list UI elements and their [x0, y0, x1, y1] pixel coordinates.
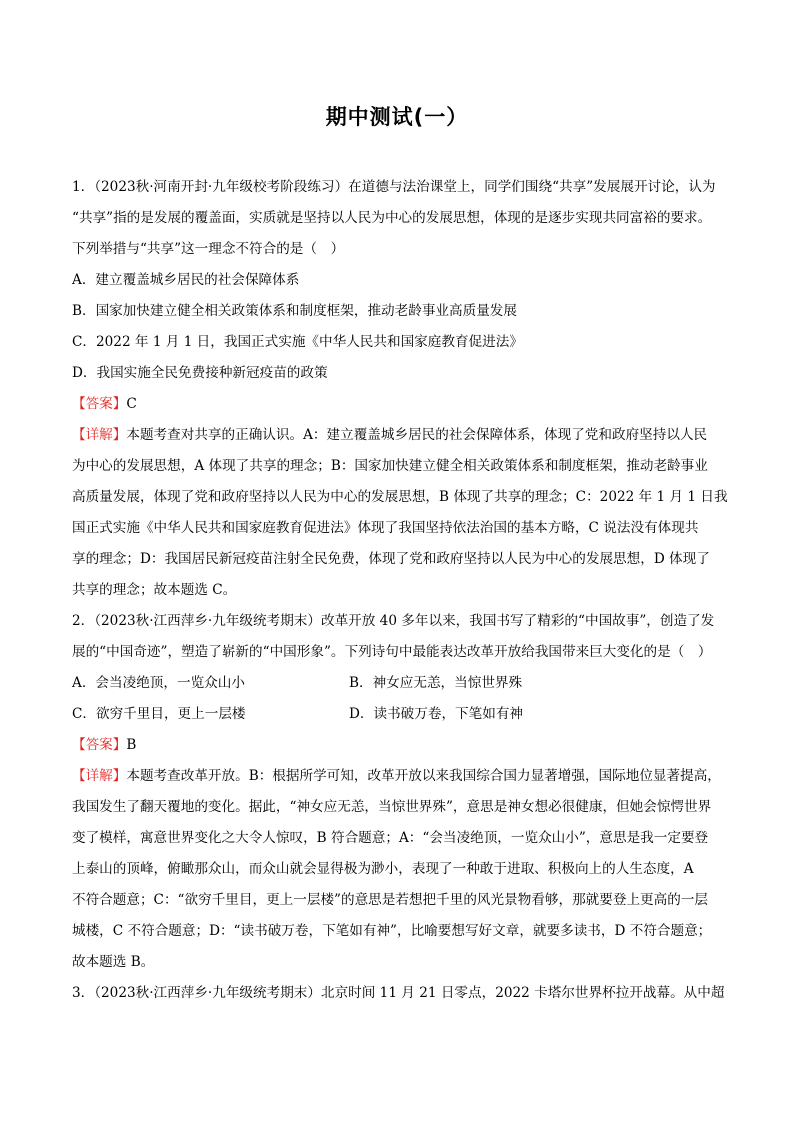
- detail-text: 为中心的发展思想，A 体现了共享的理念；B：国家加快建立健全相关政策体系和制度框架，推动老龄事业: [72, 458, 708, 474]
- answer-value: B: [126, 737, 137, 753]
- detail-text: 城楼，C 不符合题意；D：“读书破万卷，下笔如有神”，比喻要想写好文章，就要多读书，D 不符合题意；: [72, 923, 712, 939]
- answer-value: C: [126, 396, 137, 412]
- question-stem-line: 3．（2023秋·江西萍乡·九年级统考期末）北京时间 11 月 21 日零点，2022 卡塔尔世界杯拉开战幕。从中超: [72, 985, 725, 1001]
- option-d: D．读书破万卷，下笔如有神: [349, 706, 524, 722]
- detail-text: 故本题选 B。: [72, 954, 155, 970]
- detail-line: [72, 761, 722, 792]
- answer-line: [72, 730, 722, 761]
- option-a: A．建立覆盖城乡居民的社会保障体系: [72, 272, 300, 288]
- question-stem-line: 展的“中国奇迹”，塑造了崭新的“中国形象”。下列诗句中最能表达改革开放给我国带来巨大变化的是（ ）: [72, 644, 712, 660]
- page-title: 期中测试(一）: [325, 105, 469, 129]
- question-stem-line: 下列举措与“共享”这一理念不符合的是（ ）: [72, 241, 345, 257]
- detail-text: 本题考查改革开放。B：根据所学可知，改革开放以来我国综合国力显著增强，国际地位显著提高，: [126, 768, 721, 784]
- option-a: A．会当凌绝顶，一览众山小: [72, 675, 245, 691]
- document-body: [72, 172, 728, 1009]
- detail-label: 【详解】: [72, 768, 127, 784]
- detail-text: 国正式实施《中华人民共和国家庭教育促进法》体现了我国坚持依法治国的基本方略，C 说法没有体现共: [72, 520, 699, 536]
- detail-text: 不符合题意；C：“欲穷千里目，更上一层楼”的意思是若想把千里的风光景物看够，那就要登上更高的一层: [72, 892, 709, 908]
- options-row: [72, 699, 722, 730]
- question-stem-line: 2．（2023秋·江西萍乡·九年级统考期末）改革开放 40 多年以来，我国书写了精彩的“中国故事”，创造了发: [72, 613, 715, 629]
- detail-text: 上泰山的顶峰，俯瞰那众山，而众山就会显得极为渺小，表现了一种敢于进取、积极向上的人生态度，A: [72, 861, 694, 877]
- option-d: D．我国实施全民免费接种新冠疫苗的政策: [72, 365, 328, 381]
- detail-text: 高质量发展，体现了党和政府坚持以人民为中心的发展思想，B 体现了共享的理念；C：2022 年 1 月 1 日我: [72, 489, 728, 505]
- detail-line: [72, 420, 722, 451]
- question-stem-line: “共享”指的是发展的覆盖面，实质就是坚持以人民为中心的发展思想，体现的是逐步实现共同富裕的要求。: [72, 210, 712, 226]
- detail-text: 我国发生了翻天覆地的变化。据此，“神女应无恙，当惊世界殊”，意思是神女想必很健康，但她会惊愕世界: [72, 799, 712, 815]
- options-row: [72, 668, 722, 699]
- question-2: [72, 606, 722, 978]
- option-c: C．2022 年 1 月 1 日，我国正式实施《中华人民共和国家庭教育促进法》: [72, 334, 523, 350]
- question-1: [72, 172, 728, 606]
- detail-label: 【详解】: [72, 427, 127, 443]
- option-c: C．欲穷千里目，更上一层楼: [72, 706, 246, 722]
- option-b: B．国家加快建立健全相关政策体系和制度框架，推动老龄事业高质量发展: [72, 303, 517, 319]
- option-b: B．神女应无恙，当惊世界殊: [349, 675, 523, 691]
- answer-line: [72, 389, 722, 420]
- question-stem-line: 1．（2023秋·河南开封·九年级校考阶段练习）在道德与法治课堂上，同学们围绕“共享”发展展开讨论，认为: [72, 179, 716, 195]
- detail-text: 本题考查对共享的正确认识。A：建立覆盖城乡居民的社会保障体系，体现了党和政府坚持以人民: [126, 427, 708, 443]
- detail-text: 共享的理念；故本题选 C。: [72, 582, 237, 598]
- question-3: [72, 978, 725, 1009]
- detail-text: 享的理念；D：我国居民新冠疫苗注射全民免费，体现了党和政府坚持以人民为中心的发展思想，D 体现了: [72, 551, 710, 567]
- answer-label: 【答案】: [72, 737, 127, 753]
- answer-label: 【答案】: [72, 396, 127, 412]
- detail-text: 变了模样，寓意世界变化之大令人惊叹，B 符合题意；A：“会当凌绝顶，一览众山小”，意思是我一定要登: [72, 830, 709, 846]
